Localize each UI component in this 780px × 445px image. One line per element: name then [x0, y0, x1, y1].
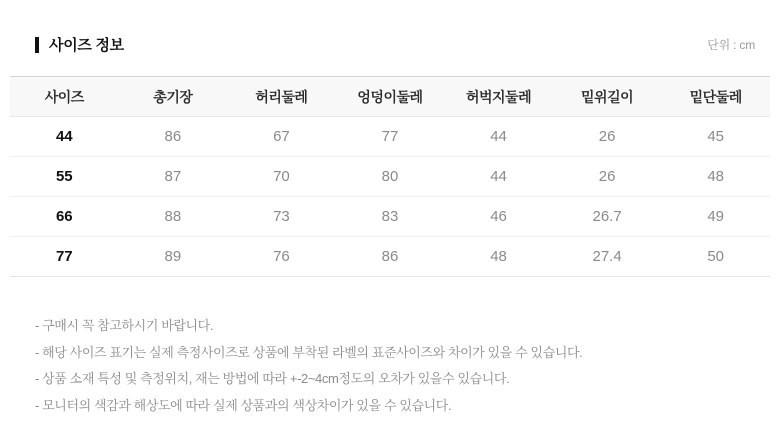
value-cell: 44: [490, 128, 507, 145]
header-row: [10, 77, 770, 117]
size-table-body: [10, 117, 770, 277]
value-cell: 86: [381, 248, 399, 265]
size-cell: 44: [55, 128, 73, 145]
size-cell: 77: [55, 248, 73, 265]
value-cell: 46: [490, 208, 507, 225]
value-cell: 80: [381, 168, 399, 185]
value-cell: 48: [707, 168, 725, 185]
value-cell: 76: [273, 248, 290, 265]
value-cell: 45: [707, 128, 725, 145]
value-cell: 83: [381, 208, 399, 225]
col-header-hip: 엉덩이둘레: [357, 88, 423, 105]
notice-item: - 해당 사이즈 표기는 실제 측정사이즈로 상품에 부착된 라벨의 표준사이즈와 차이가 있을 수 있습니다.: [35, 344, 583, 360]
col-header-size: 사이즈: [44, 88, 84, 105]
value-cell: 67: [273, 128, 290, 145]
unit-label: 단위 : cm: [707, 38, 755, 52]
value-cell: 44: [490, 168, 507, 185]
size-table: [10, 76, 770, 277]
title-accent-bar: [35, 37, 39, 53]
value-cell: 73: [273, 208, 290, 225]
value-cell: 27.4: [592, 248, 622, 265]
notice-item: - 상품 소재 특성 및 측정위치, 재는 방법에 따라 +-2~4cm정도의 오차가 있을수 있습니다.: [35, 371, 510, 386]
value-cell: 48: [490, 248, 507, 265]
value-cell: 87: [164, 168, 182, 185]
section-header: [35, 34, 755, 55]
value-cell: 50: [707, 248, 725, 265]
table-row: [10, 117, 770, 157]
col-header-rise: 밑위길이: [581, 88, 634, 105]
col-header-waist: 허리둘레: [255, 88, 308, 105]
size-cell: 55: [55, 168, 73, 185]
notice-item: - 구매시 꼭 참고하시기 바랍니다.: [35, 318, 214, 333]
table-row: [10, 197, 770, 237]
table-row: [10, 157, 770, 197]
size-cell: 66: [55, 208, 73, 225]
table-row: [10, 237, 770, 277]
col-header-hem: 밑단둘레: [689, 88, 742, 105]
value-cell: 26: [598, 128, 616, 145]
value-cell: 88: [164, 208, 182, 225]
value-cell: 89: [164, 248, 182, 265]
value-cell: 26.7: [592, 208, 622, 225]
value-cell: 26: [598, 168, 616, 185]
notice-item: - 모니터의 색감과 해상도에 따라 실제 상품과의 색상차이가 있을 수 있습니다.: [35, 397, 452, 413]
value-cell: 77: [381, 128, 399, 145]
notice-list: [35, 313, 755, 419]
col-header-thigh: 허벅지둘레: [465, 88, 532, 105]
value-cell: 70: [273, 168, 290, 185]
section-title: 사이즈 정보: [49, 37, 124, 54]
value-cell: 86: [164, 128, 182, 145]
value-cell: 49: [707, 208, 725, 225]
size-table-header: [10, 77, 770, 117]
col-header-total-length: 총기장: [153, 88, 193, 105]
